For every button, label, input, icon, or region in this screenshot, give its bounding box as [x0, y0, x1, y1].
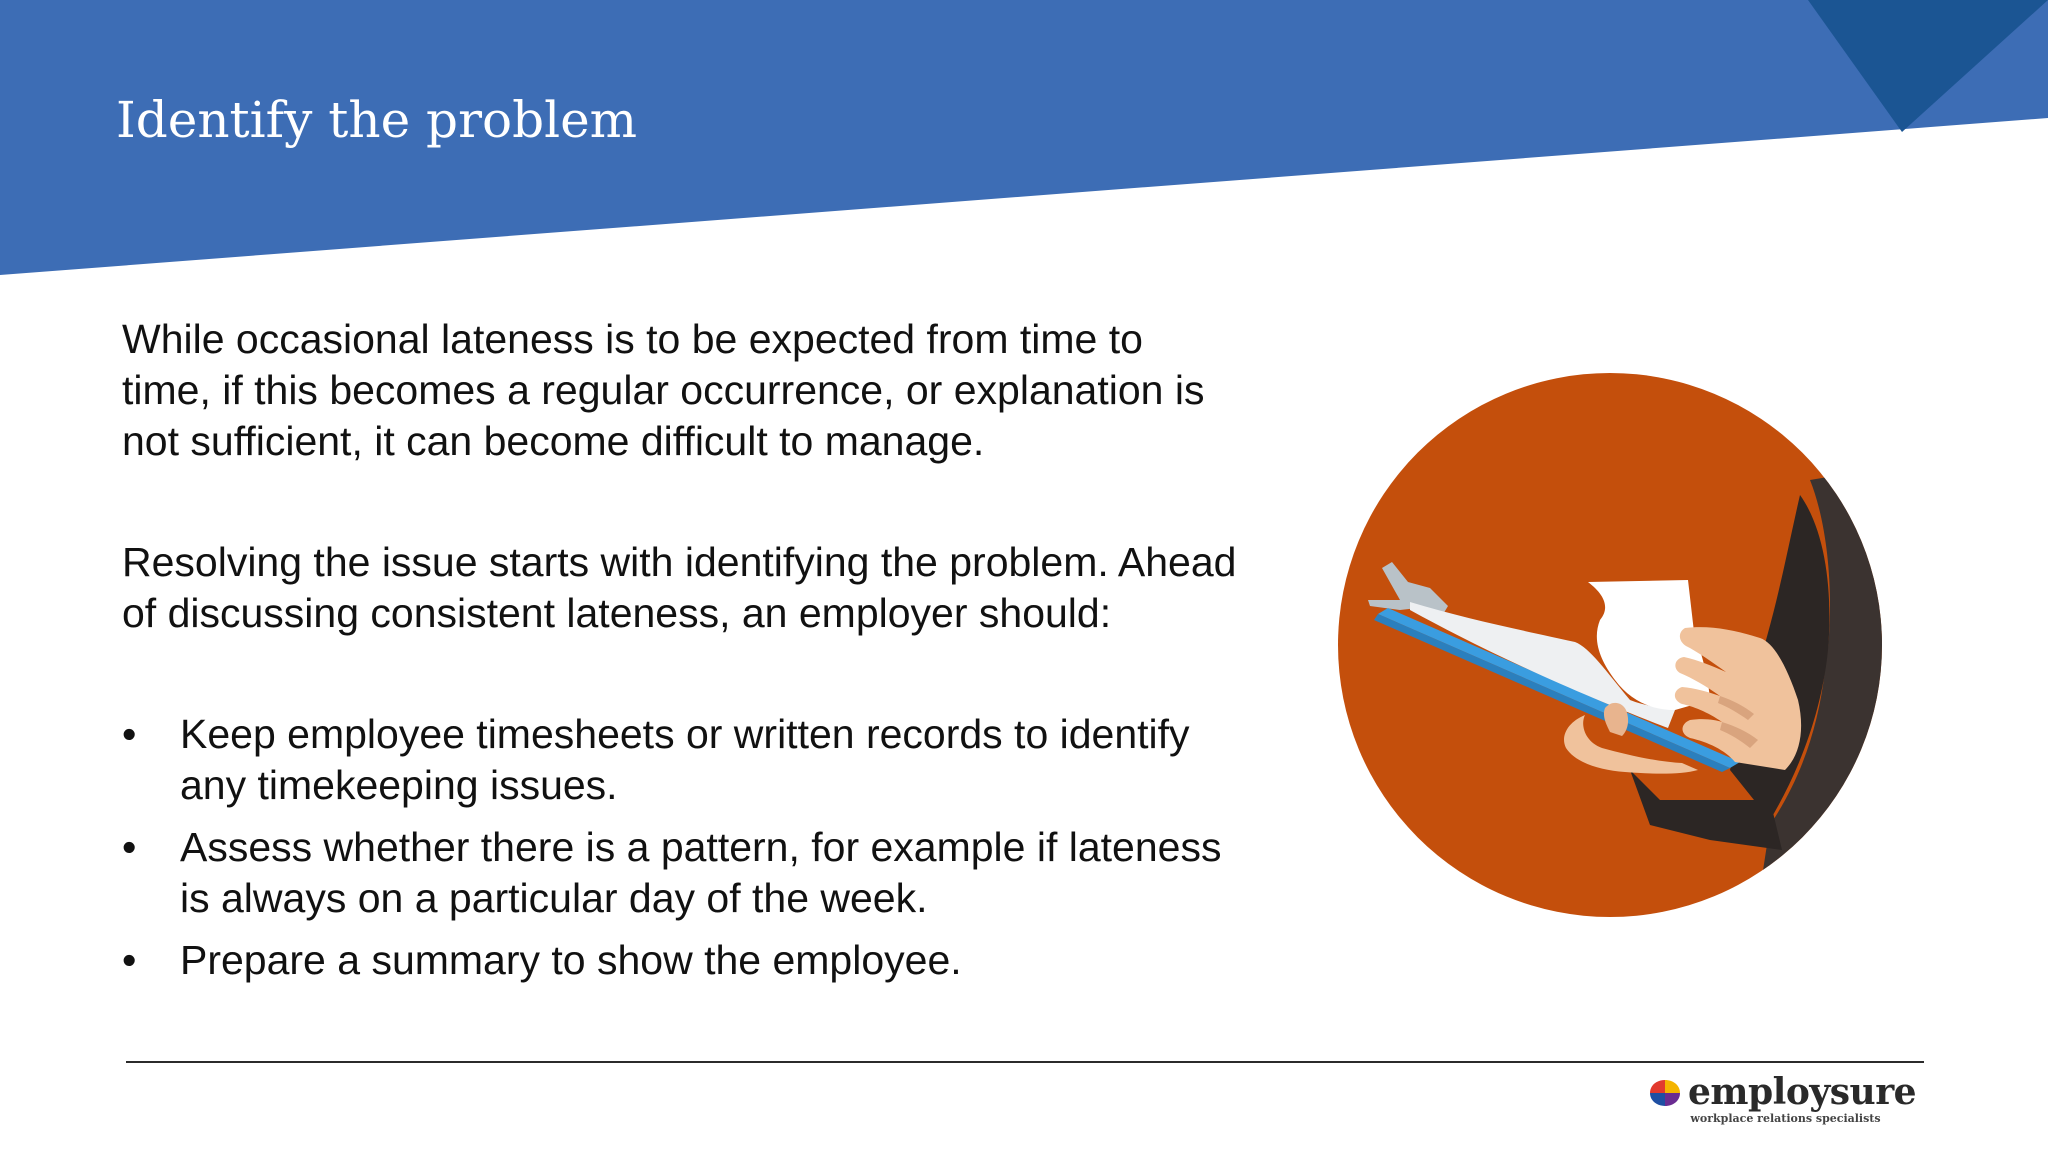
bullet-icon: • [122, 711, 137, 757]
list-item [122, 822, 1242, 924]
paragraph-intro: While occasional lateness is to be expected from time to time, if this becomes a regular occurrence, or explanation is not sufficient, it can become difficult to manage. [122, 316, 1205, 464]
slide-title: Identify the problem [116, 91, 638, 149]
employsure-logo [1646, 1070, 1926, 1130]
bullet-text: Assess whether there is a pattern, for example if lateness is always on a particular day of the week. [180, 824, 1222, 921]
slide-body [122, 314, 1242, 997]
logo-wordmark: employsure [1688, 1071, 1917, 1113]
footer-divider [126, 1061, 1924, 1063]
list-item [122, 935, 1242, 986]
bullet-list [122, 709, 1242, 986]
hands-holding-clipboard-icon [1330, 370, 1890, 930]
bullet-text: Keep employee timesheets or written records to identify any timekeeping issues. [180, 711, 1190, 808]
bullet-icon: • [122, 824, 137, 870]
bullet-text: Prepare a summary to show the employee. [180, 937, 962, 983]
list-item [122, 709, 1242, 811]
bullet-icon: • [122, 937, 137, 983]
paragraph-resolving: Resolving the issue starts with identifying the problem. Ahead of discussing consistent lateness, an employer should: [122, 539, 1237, 636]
logo-tagline: workplace relations specialists [1690, 1112, 1881, 1125]
employsure-logo-icon [1646, 1078, 1684, 1108]
